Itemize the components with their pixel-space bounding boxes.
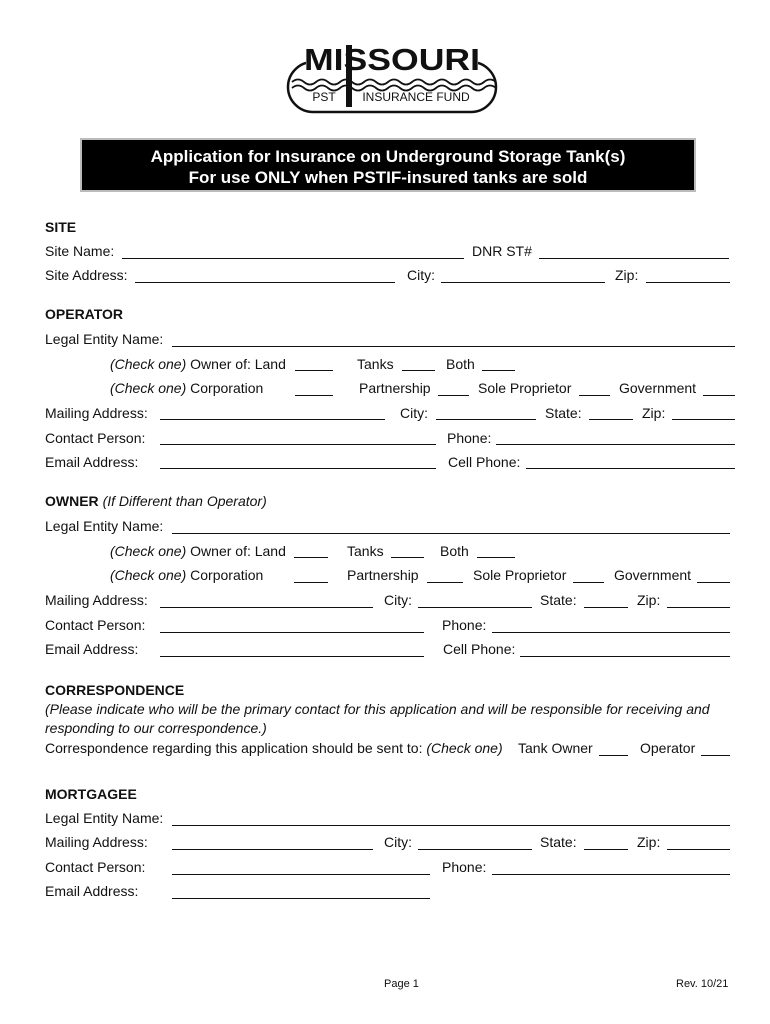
operator-land-checkbox[interactable] <box>295 370 333 371</box>
owner-mailing-field[interactable] <box>160 607 373 608</box>
mortgagee-legal-field[interactable] <box>172 825 730 826</box>
operator-phone-field[interactable] <box>496 444 735 445</box>
operator-partnership-label: Partnership <box>359 380 431 396</box>
correspondence-check-one: (Check one) <box>426 740 503 756</box>
owner-city-field[interactable] <box>418 607 532 608</box>
owner-state-label: State: <box>540 592 577 608</box>
operator-state-label: State: <box>545 405 582 421</box>
owner-corporation-checkbox[interactable] <box>294 582 328 583</box>
operator-ownership-row <box>110 356 286 372</box>
correspondence-note-line-2: responding to our correspondence.) <box>45 720 267 736</box>
title-banner <box>80 138 696 192</box>
operator-mailing-label: Mailing Address: <box>45 405 148 421</box>
owner-zip-label: Zip: <box>637 592 661 608</box>
dnr-label: DNR ST# <box>472 243 532 259</box>
site-zip-label: Zip: <box>615 267 639 283</box>
mortgagee-state-field[interactable] <box>584 849 628 850</box>
site-city-field[interactable] <box>441 282 605 283</box>
operator-tanks-label: Tanks <box>357 356 394 372</box>
operator-sole-proprietor-label: Sole Proprietor <box>478 380 572 396</box>
site-heading: SITE <box>45 219 77 235</box>
operator-legal-field[interactable] <box>172 346 735 347</box>
mortgagee-email-label: Email Address: <box>45 883 139 899</box>
owner-legal-field[interactable] <box>172 533 730 534</box>
operator-government-label: Government <box>619 380 697 396</box>
mortgagee-mailing-field[interactable] <box>172 849 373 850</box>
owner-government-checkbox[interactable] <box>697 582 730 583</box>
operator-cell-label: Cell Phone: <box>448 454 521 470</box>
mortgagee-city-field[interactable] <box>418 849 532 850</box>
revision-date: Rev. 10/21 <box>676 978 729 990</box>
mortgagee-zip-field[interactable] <box>667 849 730 850</box>
operator-both-label: Both <box>446 356 475 372</box>
operator-corporation-checkbox[interactable] <box>295 395 333 396</box>
operator-contact-label: Contact Person: <box>45 430 146 446</box>
dnr-field[interactable] <box>539 258 729 259</box>
owner-heading-row <box>45 493 267 509</box>
owner-land-checkbox[interactable] <box>294 557 328 558</box>
owner-partnership-checkbox[interactable] <box>427 582 463 583</box>
owner-heading-note: (If Different than Operator) <box>102 493 267 509</box>
page-number: Page 1 <box>384 978 419 990</box>
operator-sole-proprietor-checkbox[interactable] <box>579 395 610 396</box>
site-city-label: City: <box>407 267 435 283</box>
mortgagee-phone-label: Phone: <box>442 859 487 875</box>
operator-both-checkbox[interactable] <box>482 370 515 371</box>
owner-sole-proprietor-label: Sole Proprietor <box>473 567 567 583</box>
owner-heading: OWNER <box>45 493 99 509</box>
owner-phone-label: Phone: <box>442 617 487 633</box>
mortgagee-zip-label: Zip: <box>637 834 661 850</box>
owner-government-label: Government <box>614 567 692 583</box>
owner-email-field[interactable] <box>160 656 424 657</box>
operator-corporation-label: Corporation <box>190 380 264 396</box>
owner-sole-proprietor-checkbox[interactable] <box>573 582 604 583</box>
operator-email-field[interactable] <box>160 468 436 469</box>
correspondence-sent-to-label: Correspondence regarding this application should be sent to: <box>45 740 423 756</box>
owner-check-one: (Check one) <box>110 543 187 559</box>
operator-check-one: (Check one) <box>110 356 187 372</box>
operator-mailing-field[interactable] <box>160 419 385 420</box>
site-zip-field[interactable] <box>646 282 730 283</box>
owner-city-label: City: <box>384 592 412 608</box>
tank-owner-checkbox[interactable] <box>599 755 628 756</box>
mortgagee-legal-label: Legal Entity Name: <box>45 810 164 826</box>
tank-owner-label: Tank Owner <box>518 740 593 756</box>
site-name-label: Site Name: <box>45 243 115 259</box>
owner-cell-field[interactable] <box>520 656 730 657</box>
site-name-field[interactable] <box>122 258 464 259</box>
logo-fund-text: INSURANCE FUND <box>362 90 470 104</box>
operator-zip-label: Zip: <box>642 405 666 421</box>
owner-legal-label: Legal Entity Name: <box>45 518 164 534</box>
operator-heading: OPERATOR <box>45 306 124 322</box>
owner-mailing-label: Mailing Address: <box>45 592 148 608</box>
operator-partnership-checkbox[interactable] <box>438 395 469 396</box>
mortgagee-email-field[interactable] <box>172 898 430 899</box>
mortgagee-contact-label: Contact Person: <box>45 859 146 875</box>
owner-both-checkbox[interactable] <box>477 557 515 558</box>
operator-contact-field[interactable] <box>160 444 436 445</box>
operator-city-label: City: <box>400 405 428 421</box>
owner-zip-field[interactable] <box>667 607 730 608</box>
operator-tanks-checkbox[interactable] <box>402 370 435 371</box>
site-address-label: Site Address: <box>45 267 128 283</box>
mortgagee-phone-field[interactable] <box>492 874 730 875</box>
owner-partnership-label: Partnership <box>347 567 419 583</box>
correspondence-note-line-1: (Please indicate who will be the primary contact for this application and will be responsible for receiving and <box>45 701 710 717</box>
owner-both-label: Both <box>440 543 469 559</box>
owner-corporation-label: Corporation <box>190 567 264 583</box>
owner-phone-field[interactable] <box>492 632 730 633</box>
operator-phone-label: Phone: <box>447 430 492 446</box>
mortgagee-mailing-label: Mailing Address: <box>45 834 148 850</box>
title-line-1: Application for Insurance on Underground Storage Tank(s) <box>150 147 626 166</box>
owner-tanks-checkbox[interactable] <box>391 557 424 558</box>
mortgagee-city-label: City: <box>384 834 412 850</box>
operator-legal-label: Legal Entity Name: <box>45 331 164 347</box>
correspondence-operator-label: Operator <box>640 740 696 756</box>
logo-pst-text: PST <box>312 90 336 104</box>
owner-contact-field[interactable] <box>160 632 424 633</box>
operator-owner-of-land-label: Owner of: Land <box>190 356 286 372</box>
site-address-field[interactable] <box>135 282 395 283</box>
correspondence-operator-checkbox[interactable] <box>701 755 730 756</box>
mortgagee-heading: MORTGAGEE <box>45 786 137 802</box>
operator-city-field[interactable] <box>436 419 536 420</box>
missouri-pstif-logo <box>286 40 498 114</box>
owner-cell-label: Cell Phone: <box>443 641 516 657</box>
operator-cell-field[interactable] <box>526 468 735 469</box>
mortgagee-state-label: State: <box>540 834 577 850</box>
owner-contact-label: Contact Person: <box>45 617 146 633</box>
operator-email-label: Email Address: <box>45 454 139 470</box>
operator-entity-row <box>110 380 263 396</box>
operator-government-checkbox[interactable] <box>703 395 735 396</box>
mortgagee-contact-field[interactable] <box>172 874 430 875</box>
owner-entity-row <box>110 567 263 583</box>
operator-zip-field[interactable] <box>672 419 735 420</box>
owner-check-one-2: (Check one) <box>110 567 187 583</box>
owner-state-field[interactable] <box>584 607 628 608</box>
operator-state-field[interactable] <box>589 419 633 420</box>
correspondence-heading: CORRESPONDENCE <box>45 682 185 698</box>
owner-owner-of-land-label: Owner of: Land <box>190 543 286 559</box>
operator-check-one-2: (Check one) <box>110 380 187 396</box>
correspondence-sent-to-row <box>45 740 503 756</box>
logo-state-text: MISSOURI <box>304 42 480 77</box>
owner-ownership-row <box>110 543 286 559</box>
owner-email-label: Email Address: <box>45 641 139 657</box>
title-line-2: For use ONLY when PSTIF-insured tanks are sold <box>188 168 588 187</box>
owner-tanks-label: Tanks <box>347 543 384 559</box>
